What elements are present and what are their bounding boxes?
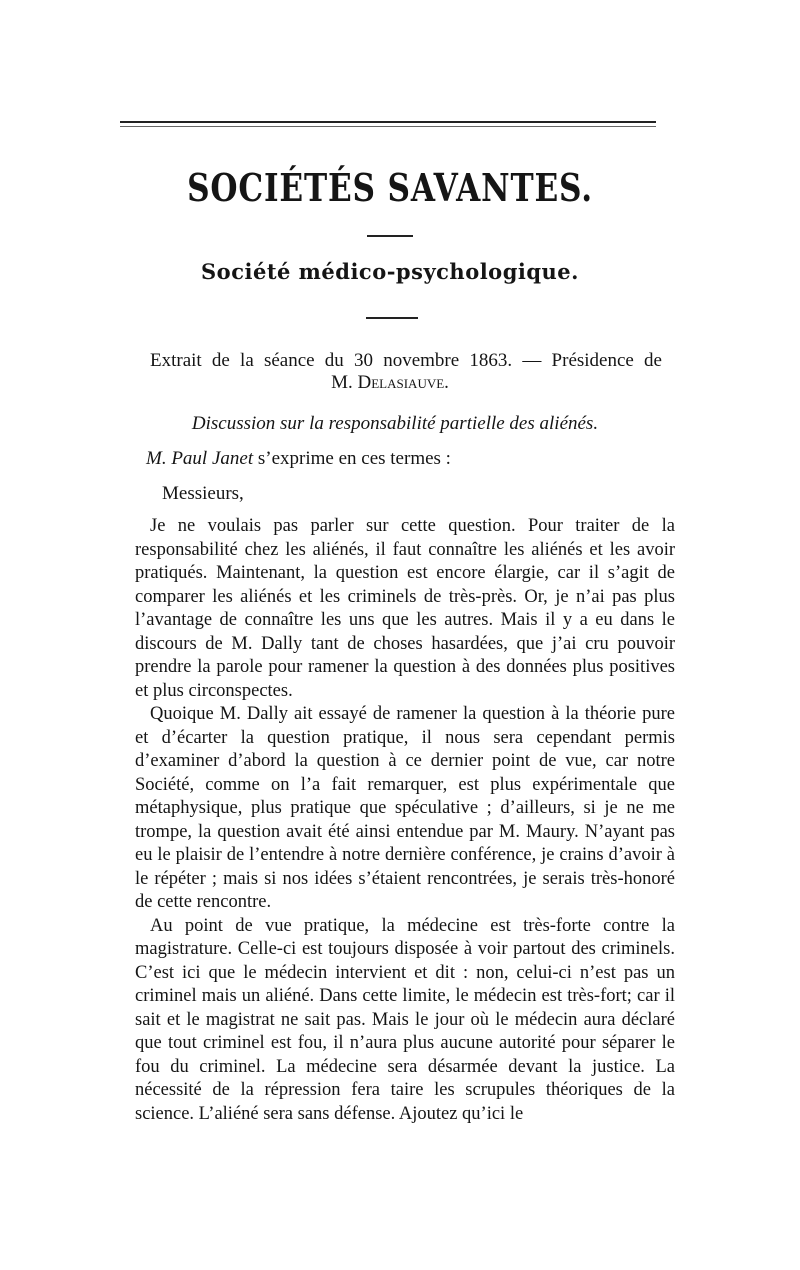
salutation: Messieurs, bbox=[162, 483, 244, 504]
speaker-intro bbox=[146, 448, 451, 470]
president-name: Delasiauve bbox=[357, 372, 445, 393]
subtitle-divider bbox=[366, 317, 418, 319]
society-subtitle: Société médico-psychologique. bbox=[201, 259, 579, 284]
discussion-title: Discussion sur la responsabilité partielle des aliénés. bbox=[191, 413, 599, 434]
president-prefix: M. bbox=[331, 372, 353, 393]
top-rule-secondary bbox=[120, 126, 656, 127]
session-extract: Extrait de la séance du 30 novembre 1863. — Présidence de bbox=[150, 350, 662, 371]
paragraph: Au point de vue pratique, la médecine est très-forte contre la magistrature. Celle-ci est toujours disposée à voir partout des criminels. C’est ici que le médecin intervient et dit : non, celui-ci n’est pas un criminel mais un aliéné. Dans cette limite, le médecin est très-fort; car il sait et le magistrat ne sait pas. Mais le jour où le médecin aura déclaré que tout criminel est fou, il n’aura plus aucune autorité pour séparer le fou du criminel. La médecine sera désarmée devant la justice. La nécessité de la répression fera taire les scrupules théoriques de la science. L’aliéné sera sans défense. Ajoutez qu’ici le bbox=[135, 915, 675, 1124]
speech-body bbox=[135, 515, 675, 1126]
president-suffix: . bbox=[444, 372, 449, 393]
title-divider bbox=[367, 235, 413, 237]
top-rule bbox=[120, 121, 656, 123]
speaker-name: M. Paul Janet bbox=[146, 448, 254, 469]
paragraph: Quoique M. Dally ait essayé de ramener la question à la théorie pure et d’écarter la question pratique, il nous sera cependant permis d’examiner d’abord la question à ce dernier point de vue, car notre Société, comme on l’a fait remarquer, est plus expérimentale que métaphysique, plus pratique que spéculative ; d’ailleurs, si je ne me trompe, la question avait été ainsi entendue par M. Maury. N’ayant pas eu le plaisir de l’entendre à notre dernière conférence, je crains d’avoir à le répéter ; mais si nos idées s’étaient rencontrées, je serais très-honoré de cette rencontre. bbox=[135, 704, 675, 912]
section-title: SOCIÉTÉS SAVANTES. bbox=[187, 165, 593, 210]
session-president bbox=[0, 372, 780, 394]
paragraph: Je ne voulais pas parler sur cette question. Pour traiter de la responsabilité chez les aliénés, il faut connaître les aliénés et les avoir pratiqués. Maintenant, la question est encore élargie, car il s’agit de comparer les aliénés et les criminels de très-près. Or, je n’ai pas plus l’avantage de connaître les uns que les autres. Mais il y a eu dans le discours de M. Dally tant de choses hasardées, que j’ai cru pouvoir prendre la parole pour ramener la question à des données plus positives et plus circonspectes. bbox=[135, 516, 675, 701]
speaker-intro-text: s’exprime en ces termes : bbox=[253, 448, 451, 469]
